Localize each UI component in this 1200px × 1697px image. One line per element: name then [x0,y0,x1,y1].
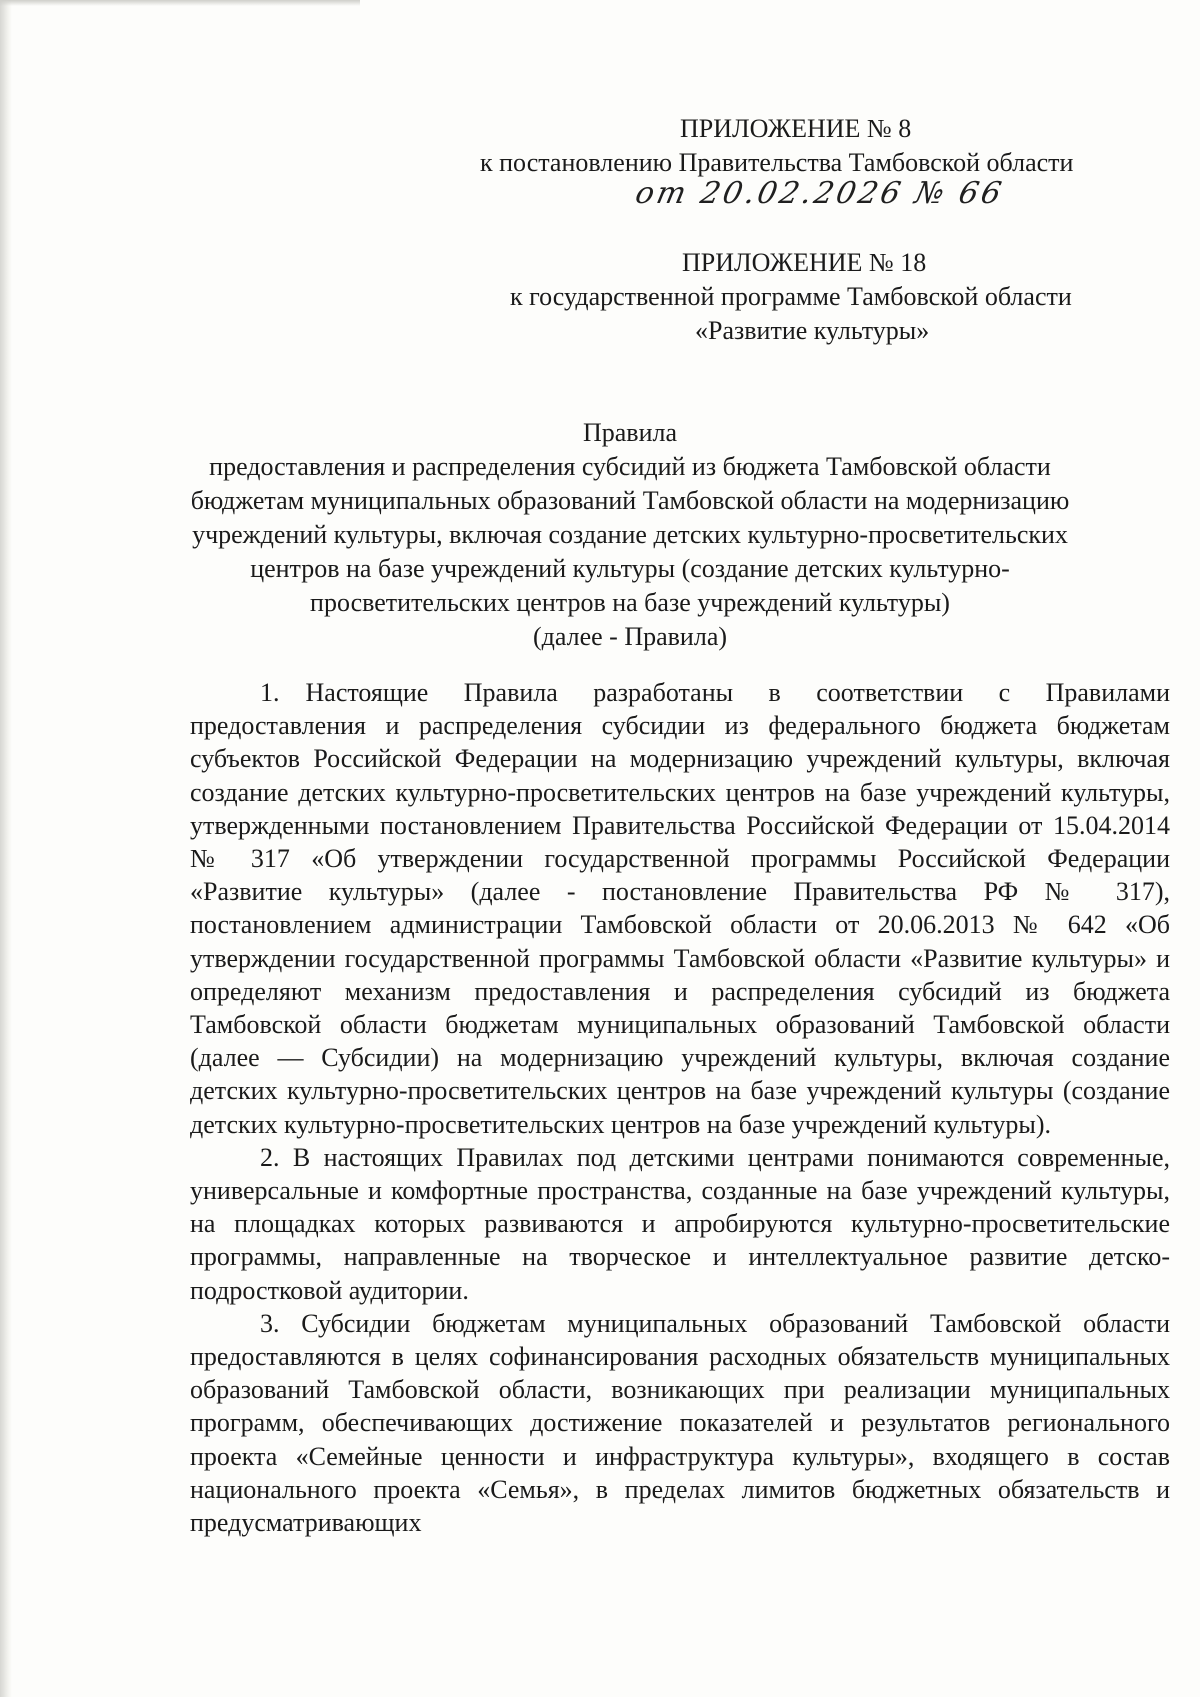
title-line: предоставления и распределения субсидий из бюджета Тамбовской области [209,452,1051,481]
title-line: бюджетам муниципальных образований Тамбовской области на модернизацию [190,486,1070,515]
appendix-8-title: ПРИЛОЖЕНИЕ № 8 [680,114,912,143]
title-line: Правила [582,418,678,447]
document-body [190,676,1170,1539]
handwritten-date-number: от 20.02.2026 № 66 [632,176,1008,211]
scan-shadow-top [0,0,360,6]
title-line: просветительских центров на базе учреждений культуры) [310,588,950,617]
appendix-8-subtitle: к постановлению Правительства Тамбовской области [480,148,1074,177]
title-line: центров на базе учреждений культуры (создание детских культурно- [250,554,1010,583]
appendix-18-title: ПРИЛОЖЕНИЕ № 18 [682,248,927,277]
paragraph-2: 2. В настоящих Правилах под детскими центрами понимаются современные, универсальные и комфортные пространства, созданные на базе учреждений культуры, на площадках которых развиваются и апробируются культурно-просветительские программы, направленные на творческое и интеллектуальное развитие детско-подростковой аудитории. [190,1142,1170,1305]
paragraph-3: 3. Субсидии бюджетам муниципальных образований Тамбовской области предоставляются в целях софинансирования расходных обязательств муниципальных образований Тамбовской области, возникающих при реализации муниципальных программ, обеспечивающих достижение показателей и результатов регионального проекта «Семейные ценности и инфраструктура культуры», входящего в состав национального проекта «Семья», в пределах лимитов бюджетных обязательств и предусматривающих [190,1308,1170,1538]
scan-shadow-left [0,0,12,1697]
paragraph-1: 1. Настоящие Правила разработаны в соответствии с Правилами предоставления и распределения субсидии из федерального бюджета бюджетам субъектов Российской Федерации на модернизацию учреждений культуры, включая создание детских культурно-просветительских центров на базе учреждений культуры, утвержденными постановлением Правительства Российской Федерации от 15.04.2014 № 317 «Об утверждении государственной программы Российской Федерации «Развитие культуры» (далее - постановление Правительства РФ № 317), постановлением администрации Тамбовской области от 20.06.2013 № 642 «Об утверждении государственной программы Тамбовской области «Развитие культуры» и определяют механизм предоставления и распределения субсидий из бюджета Тамбовской области бюджетам муниципальных образований Тамбовской области (далее — Субсидии) на модернизацию учреждений культуры, включая создание детских культурно-просветительских центров на базе учреждений культуры (создание детских культурно-просветительских центров на базе учреждений культуры). [190,678,1170,1139]
appendix-18-subtitle: к государственной программе Тамбовской области [510,282,1072,311]
program-name: «Развитие культуры» [695,316,930,345]
title-line: (далее - Правила) [532,622,728,651]
document-title [180,416,1080,654]
title-line: учреждений культуры, включая создание детских культурно-просветительских [192,520,1068,549]
